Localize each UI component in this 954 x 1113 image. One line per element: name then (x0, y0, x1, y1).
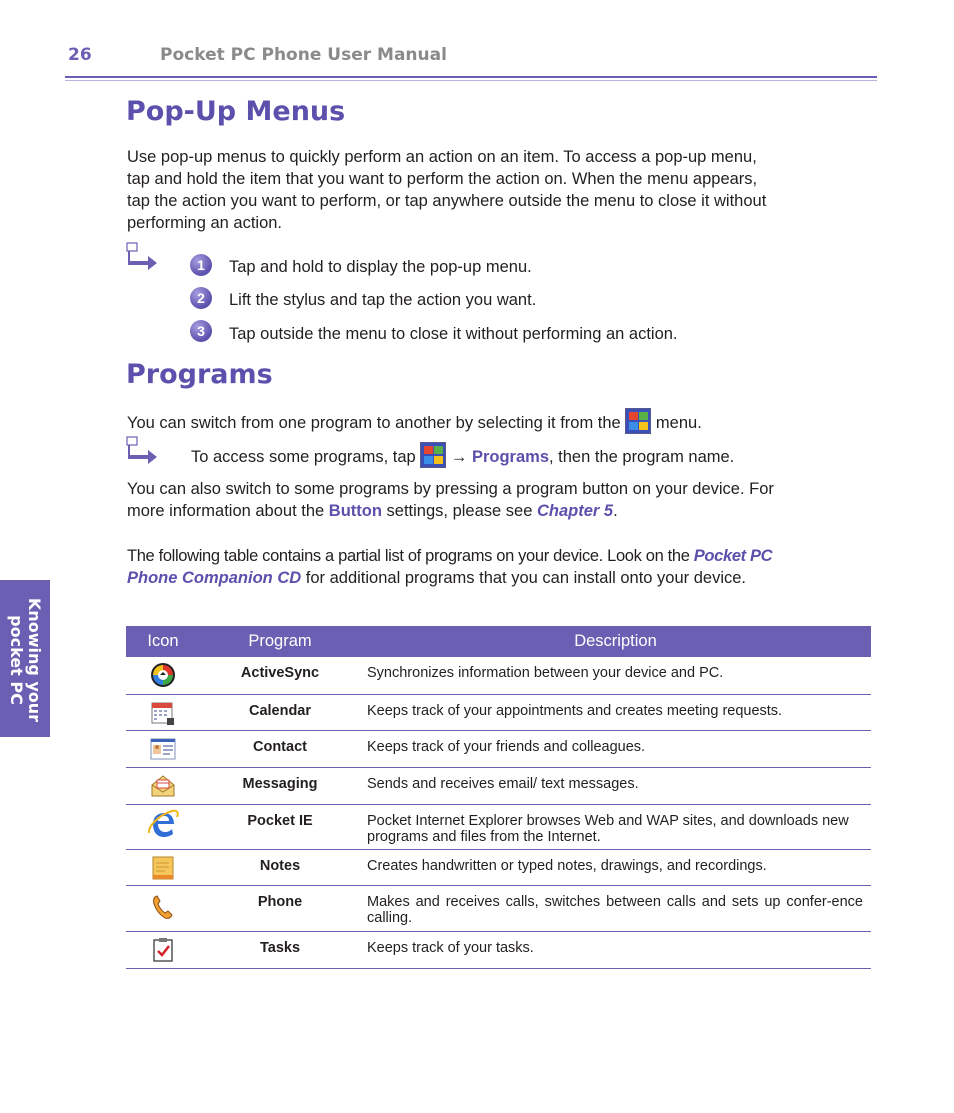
side-tab-line1: Knowing your (25, 597, 44, 723)
companion-cd-ref: Phone Companion CD (127, 569, 302, 587)
program-name: ActiveSync (200, 657, 360, 694)
table-row (126, 657, 871, 694)
page-number: 26 (68, 45, 92, 65)
programs-menu-ref: Programs (471, 448, 549, 466)
table-row (126, 694, 871, 730)
program-description: Keeps track of your friends and colleagues. (360, 730, 871, 767)
step-number-1: 1 (190, 254, 212, 276)
icon-cell (126, 804, 200, 849)
header-rule-thin (65, 80, 877, 81)
table-intro-post: for additional programs that you can install onto your device. (305, 569, 747, 587)
icon-cell (126, 730, 200, 767)
windows-start-icon (420, 442, 446, 468)
icon-cell (126, 694, 200, 730)
step-text-1: Tap and hold to display the pop-up menu. (229, 258, 532, 276)
button-text-mid: settings, please see (386, 502, 533, 520)
section-side-tab (0, 580, 50, 737)
contact-icon (150, 736, 176, 762)
icon-cell (126, 657, 200, 694)
table-header-row (126, 626, 871, 657)
button-text-pre: more information about the (127, 502, 325, 520)
switch-text-post: menu. (655, 414, 702, 432)
note-arrow-icon (126, 436, 160, 466)
icon-cell (126, 931, 200, 968)
button-text-line1: You can also switch to some programs by pressing a program button on your device. For (127, 480, 774, 498)
calendar-icon (150, 700, 176, 726)
program-name: Phone (200, 885, 360, 931)
table-intro-pre: The following table contains a partial list of programs on your device. Look on the (127, 547, 690, 565)
programs-table-intro (127, 545, 847, 589)
table-row (126, 931, 871, 968)
program-description: Pocket Internet Explorer browses Web and WAP sites, and downloads new programs and files from the Internet. (360, 804, 871, 849)
table-row (126, 767, 871, 804)
step-text-3: Tap outside the menu to close it without performing an action. (229, 325, 678, 343)
program-description: Keeps track of your tasks. (360, 931, 871, 968)
program-description: Synchronizes information between your device and PC. (360, 657, 871, 694)
popup-intro (127, 146, 827, 234)
note-text-pre: To access some programs, tap (191, 448, 416, 466)
program-name: Tasks (200, 931, 360, 968)
programs-note (191, 442, 734, 468)
programs-table (126, 626, 871, 969)
intro-line: Use pop-up menus to quickly perform an action on an item. To access a pop-up menu, (127, 148, 757, 166)
button-text-line2 (127, 500, 847, 522)
column-header-program: Program (200, 626, 360, 657)
step-text-2: Lift the stylus and tap the action you want. (229, 291, 537, 309)
companion-cd-ref: Pocket PC (693, 547, 773, 565)
column-header-description: Description (360, 626, 871, 657)
tasks-icon (150, 937, 176, 963)
switch-text-pre: You can switch from one program to another by selecting it from the (127, 414, 621, 432)
windows-start-icon (625, 408, 651, 434)
internet-explorer-icon (146, 807, 180, 841)
button-settings-ref: Button (328, 502, 382, 520)
table-row (126, 849, 871, 885)
chapter-ref: Chapter 5 (536, 502, 614, 520)
program-description: Sends and receives email/ text messages. (360, 767, 871, 804)
program-name: Contact (200, 730, 360, 767)
messaging-icon (150, 773, 176, 799)
step-number-3: 3 (190, 320, 212, 342)
icon-cell (126, 849, 200, 885)
table-intro-line2 (127, 567, 847, 589)
activesync-icon (150, 662, 176, 688)
header-rule (65, 76, 877, 78)
program-name: Calendar (200, 694, 360, 730)
button-text-end: . (613, 502, 618, 520)
step-number-2: 2 (190, 287, 212, 309)
right-arrow-glyph: → (450, 448, 468, 466)
program-description: Creates handwritten or typed notes, drawings, and recordings. (360, 849, 871, 885)
program-name: Notes (200, 849, 360, 885)
table-row (126, 730, 871, 767)
intro-line: tap the action you want to perform, or tap anywhere outside the menu to close it without (127, 192, 767, 210)
column-header-icon: Icon (126, 626, 200, 657)
note-text-post: , then the program name. (549, 448, 735, 466)
table-row (126, 885, 871, 931)
notes-icon (150, 855, 176, 881)
phone-icon (150, 894, 176, 920)
intro-line: tap and hold the item that you want to perform the action on. When the menu appears, (127, 170, 758, 188)
intro-line: performing an action. (127, 214, 283, 232)
table-intro-line1 (127, 545, 847, 567)
manual-title: Pocket PC Phone User Manual (160, 45, 447, 65)
icon-cell (126, 885, 200, 931)
icon-cell (126, 767, 200, 804)
table-row (126, 804, 871, 849)
program-name: Pocket IE (200, 804, 360, 849)
programs-switch-text (127, 408, 887, 434)
program-description: Makes and receives calls, switches between calls and sets up confer-ence calling. (360, 885, 871, 931)
programs-heading: Programs (126, 359, 273, 390)
side-tab-line2: pocket PC (7, 615, 26, 705)
program-description: Keeps track of your appointments and creates meeting requests. (360, 694, 871, 730)
program-name: Messaging (200, 767, 360, 804)
note-arrow-icon (126, 242, 160, 272)
programs-button-text (127, 478, 847, 522)
popup-menus-heading: Pop-Up Menus (126, 96, 346, 127)
